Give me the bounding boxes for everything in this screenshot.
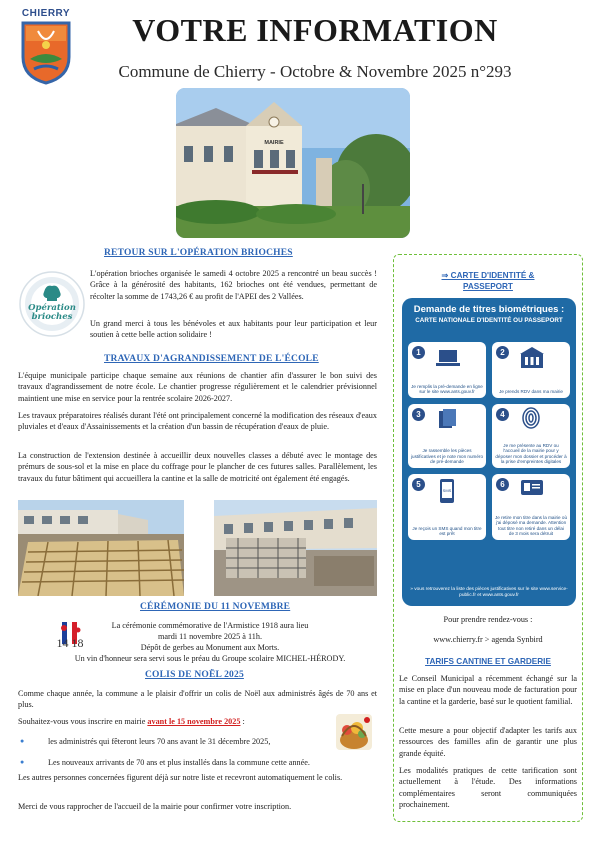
laptop-icon [436,348,460,368]
brioches-logo-text: Opération brioches [28,303,76,322]
id-card-icon [520,478,544,498]
brioches-paragraph-2: Un grand merci à tous les bénévoles et aux habitants pour leur participation et leur soutien à cette belle action solidaire ! [90,319,377,340]
town-name: CHIERRY [21,8,71,19]
travaux-paragraph-3: La construction de l'extension destinée à accueillir deux nouvelles classes a débuté avec le montage des prémurs de sous-sol et la mise en place du coffrage pour le plancher de ces futures salles. Parallèlement, les travaux du futur bâtiment qui accueillera la cantine et la salle de motricité ont également été engagés. [18,451,377,483]
rdv-line-2[interactable]: www.chierry.fr > agenda Synbird [433,635,543,644]
tarifs-paragraph-1: Le Conseil Municipal a récemment échangé sur la mise en place d'un nouveau mode de facturation pour la cantine et la garderie, basé sur le quotient familial. [399,674,577,706]
tarifs-paragraph-2: Cette mesure a pour objectif d'adapter les tarifs aux ressources des familles afin de garantir une plus grande équité. [399,726,577,758]
step-number: 6 [496,478,509,491]
page-title: VOTRE INFORMATION [132,12,498,48]
step-caption: Je reçois un SMS quand mon titre est prêt [412,525,482,537]
biometric-poster [402,298,576,606]
page-subtitle: Commune de Chierry - Octobre & Novembre 2025 n°293 [118,62,512,81]
phone-sms-icon [438,478,456,504]
step-number: 5 [412,478,425,491]
step-number: 3 [412,408,425,421]
town-hall-photo [176,88,410,238]
travaux-title: TRAVAUX D'AGRANDISSEMENT DE L'ÉCOLE [104,354,319,364]
step-card-6 [492,474,570,540]
colis-eligibility-list [18,736,348,769]
ceremonie-line-4: Un vin d'honneur sera servi sous le préau du Groupe scolaire MICHEL-HÉRODY. [74,654,346,663]
ceremonie-line-1: La cérémonie commémorative de l'Armistice 1918 aura lieu [111,621,309,630]
step-number: 2 [496,346,509,359]
coat-of-arms-icon [20,19,72,85]
step-caption: Je remplis la pré-demande en ligne sur le site www.ants.gouv.fr [411,383,483,395]
emblem-years: 14 18 [56,636,84,650]
operation-brioches-logo [18,270,86,338]
inscription-suffix: : [240,717,245,726]
step-card-1 [408,342,486,398]
fingerprint-icon [520,407,542,429]
town-hall-icon [518,346,546,370]
colis-paragraph-1: Comme chaque année, la commune a le plaisir d'offrir un colis de Noël aux administrés âgés de 70 ans et plus. [18,689,377,710]
step-number: 1 [412,346,425,359]
carte-title [398,270,578,292]
list-item: ● Les nouveaux arrivants de 70 ans et plus installés dans la commune cette année. [18,757,348,768]
colis-inscription-line [18,716,338,727]
tarifs-title: TARIFS CANTINE ET GARDERIE [425,657,551,666]
poster-title: Demande de titres biométriques : [413,304,565,315]
step-caption: Je prends RDV dans ma mairie [499,389,563,395]
inscription-prefix: Souhaitez-vous vous inscrire en mairie [18,717,148,726]
rdv-line-1: Pour prendre rendez-vous : [443,615,533,624]
brioches-paragraph-1: L'opération brioches organisée le samedi 4 octobre 2025 a rencontré un beau succès ! Grâce à la générosité des habitants, 162 brioches ont été vendues, permettant de récolter la somme de 1743,26 € au profit de l'APEI des 2 Vallées. [90,269,377,301]
poster-header [402,298,576,338]
travaux-paragraph-2: Les travaux préparatoires réalisés durant l'été ont principalement concerné la modification des réseaux d'eaux pluviales et d'eaux d'Assainissements et la création d'un bassin de récupération d'eaux de pluie. [18,411,377,432]
step-card-3 [408,404,486,468]
carte-title-line-1: ⇒ CARTE D'IDENTITÉ & [441,271,535,280]
step-card-2 [492,342,570,398]
step-card-4 [492,404,570,468]
colis-title: COLIS DE NOËL 2025 [145,670,244,680]
svg-text:SMS: SMS [442,488,452,493]
construction-photo-1 [18,500,184,596]
documents-icon [436,408,458,430]
town-logo [18,8,74,102]
colis-paragraph-2: Les autres personnes concernées figurent déjà sur notre liste et recevront automatiquement le colis. [18,773,343,782]
tarifs-paragraph-3: Les modalités pratiques de cette tarification sont actuellement à l'étude. Des informations complémentaires seront communiquées prochainement. [399,766,577,810]
brioches-title: RETOUR SUR L'OPÉRATION BRIOCHES [104,248,293,258]
list-item: ● les administrés qui fêteront leurs 70 ans avant le 31 décembre 2025, [18,736,348,747]
step-caption: Je retire mon titre dans la mairie où j'ai déposé ma demande. Attention tout titre non retiré dans un délai de 3 mois sera détruit [495,514,567,537]
poster-subtitle: CARTE NATIONALE D'IDENTITÉ OU PASSEPORT [415,317,563,324]
poster-footer: » vous retrouverez la liste des pièces justificatives sur le site www.service-public.fr et www.ants.gouv.fr [410,586,568,598]
travaux-paragraph-1: L'équipe municipale participe chaque semaine aux réunions de chantier afin d'assurer le bon suivi des travaux d'agrandissement de notre école. Le chantier progresse régulièrement et le calendrier prévisionnel maintient une mise en service pour la rentrée scolaire 2026-2027. [18,371,377,403]
step-caption: Je rassemble les pièces justificatives et je note mon numéro de pré-demande [411,448,484,465]
ceremonie-line-2: mardi 11 novembre 2025 à 11h. [158,632,262,641]
step-number: 4 [496,408,509,421]
ceremonie-line-3: Dépôt de gerbes au Monument aux Morts. [140,643,280,652]
step-card-5 [408,474,486,540]
construction-photo-2 [214,500,377,596]
colis-paragraph-3: Merci de vous rapprocher de l'accueil de la mairie pour confirmer votre inscription. [18,802,292,811]
inscription-deadline: avant le 15 novembre 2025 [147,717,241,726]
ceremonie-title: CÉRÉMONIE DU 11 NOVEMBRE [140,602,291,612]
carte-title-line-2: PASSEPORT [463,282,513,291]
building-sign: MAIRIE [264,140,284,146]
step-caption: Je me présente au RDV ou l'accueil de la mairie pour y déposer mon dossier et procéder à la prise d'empreintes digitales [495,442,567,465]
